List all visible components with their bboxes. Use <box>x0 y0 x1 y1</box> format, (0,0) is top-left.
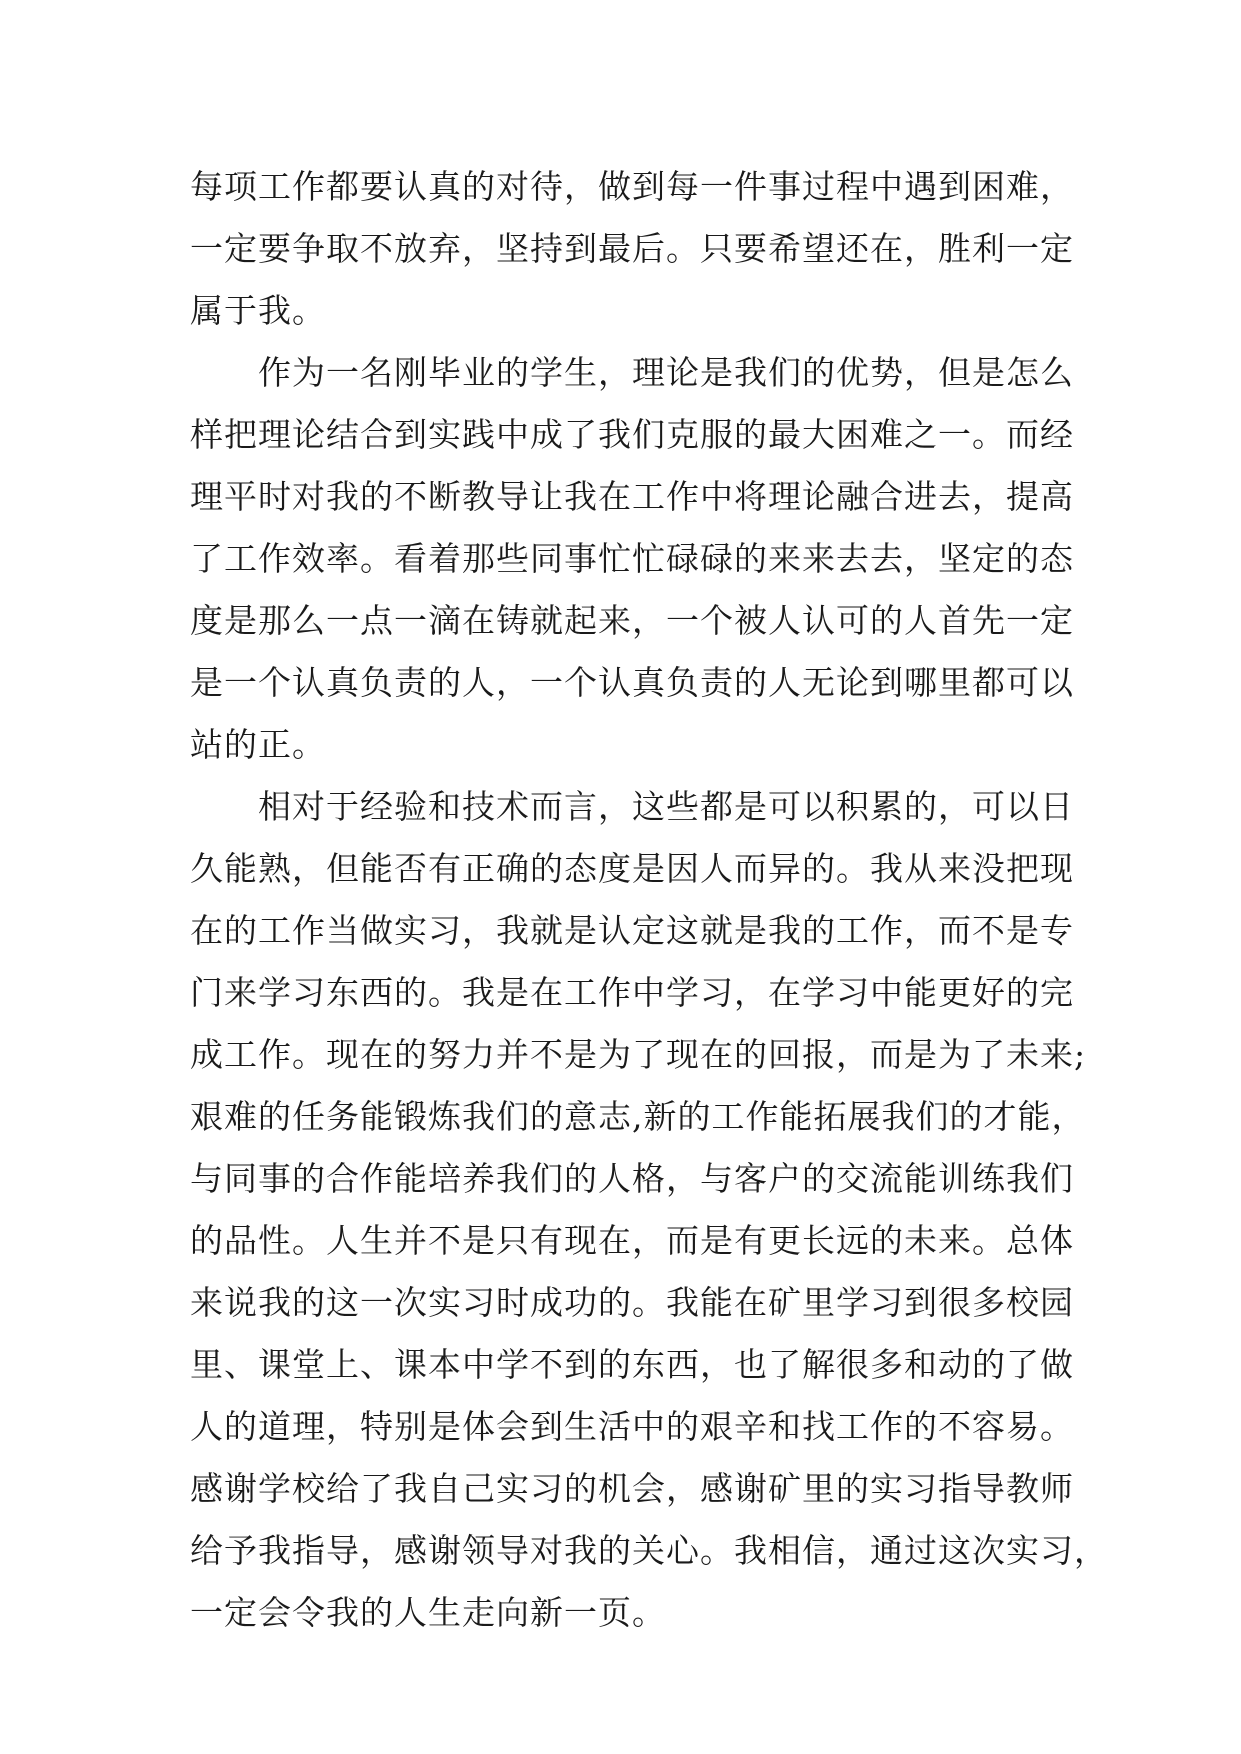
text-line: 样把理论结合到实践中成了我们克服的最大困难之一。而经 <box>190 415 1074 454</box>
text-line: 艰难的任务能锻炼我们的意志,新的工作能拓展我们的才能， <box>190 1097 1086 1136</box>
text-line: 给予我指导，感谢领导对我的关心。我相信，通过这次实习， <box>190 1531 1108 1570</box>
text-line: 久能熟，但能否有正确的态度是因人而异的。我从来没把现 <box>190 849 1074 888</box>
text-line: 是一个认真负责的人，一个认真负责的人无论到哪里都可以 <box>190 663 1074 702</box>
paragraph-first-line: 作为一名刚毕业的学生，理论是我们的优势，但是怎么 <box>258 353 1074 392</box>
text-line: 一定要争取不放弃，坚持到最后。只要希望还在，胜利一定 <box>190 229 1074 268</box>
text-line: 度是那么一点一滴在铸就起来，一个被人认可的人首先一定 <box>190 601 1074 640</box>
text-line: 的品性。人生并不是只有现在，而是有更长远的未来。总体 <box>190 1221 1074 1260</box>
text-line: 与同事的合作能培养我们的人格，与客户的交流能训练我们 <box>190 1159 1074 1198</box>
text-line: 里、课堂上、课本中学不到的东西，也了解很多和动的了做 <box>190 1345 1074 1384</box>
text-line: 一定会令我的人生走向新一页。 <box>190 1593 666 1632</box>
text-line: 感谢学校给了我自己实习的机会，感谢矿里的实习指导教师 <box>190 1469 1074 1508</box>
text-line: 来说我的这一次实习时成功的。我能在矿里学习到很多校园 <box>190 1283 1074 1322</box>
paragraph-first-line: 相对于经验和技术而言，这些都是可以积累的，可以日 <box>258 787 1074 826</box>
text-line: 属于我。 <box>190 291 326 330</box>
text-line: 在的工作当做实习，我就是认定这就是我的工作，而不是专 <box>190 911 1074 950</box>
text-line: 了工作效率。看着那些同事忙忙碌碌的来来去去，坚定的态 <box>190 539 1074 578</box>
text-line: 站的正。 <box>190 725 326 764</box>
text-line: 成工作。现在的努力并不是为了现在的回报，而是为了未来; <box>190 1035 1087 1074</box>
body-text <box>190 156 1108 1644</box>
text-line: 人的道理，特别是体会到生活中的艰辛和找工作的不容易。 <box>190 1407 1074 1446</box>
text-line: 每项工作都要认真的对待，做到每一件事过程中遇到困难， <box>190 167 1074 206</box>
text-line: 理平时对我的不断教导让我在工作中将理论融合进去，提高 <box>190 477 1074 516</box>
text-line: 门来学习东西的。我是在工作中学习，在学习中能更好的完 <box>190 973 1074 1012</box>
